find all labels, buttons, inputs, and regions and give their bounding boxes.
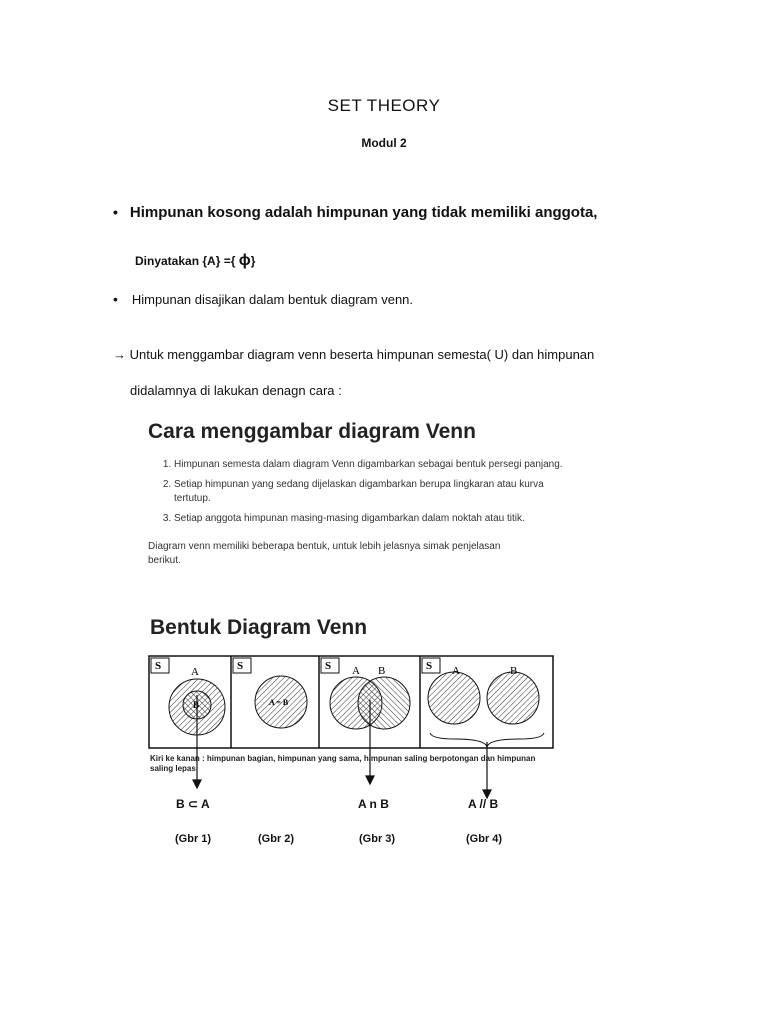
bullet-text: Himpunan disajikan dalam bentuk diagram venn. [131, 292, 414, 307]
page-title: SET THEORY [327, 96, 441, 115]
right-arrow-icon: → [113, 347, 126, 362]
svg-text:A: A [352, 665, 360, 677]
panel-paragraph: Diagram venn memiliki beberapa bentuk, untuk lebih jelasnya simak penjelasan berikut. [148, 541, 501, 566]
svg-text:S: S [426, 660, 433, 672]
phi-symbol: ϕ [238, 252, 251, 269]
figure-label-2: (Gbr 2) [258, 833, 295, 845]
svg-text:S: S [325, 660, 332, 672]
disjoint-label: A // B [468, 797, 499, 811]
figure-label-3: (Gbr 3) [359, 833, 396, 845]
notation-suffix: } [250, 254, 256, 268]
bullet-icon: • [113, 204, 118, 220]
arrow-item-continuation: didalamnya di lakukan denagn cara : [130, 383, 342, 398]
page-subtitle: Modul 2 [361, 136, 407, 150]
list-item: 1. Himpunan semesta dalam diagram Venn digambarkan sebagai bentuk persegi panjang. [174, 458, 568, 472]
venn-forms-heading: Bentuk Diagram Venn [150, 616, 368, 639]
notation-prefix: Dinyatakan {A} ={ [135, 254, 236, 268]
svg-text:B: B [378, 665, 386, 677]
svg-text:B: B [510, 665, 518, 677]
list-item: 2. Setiap himpunan yang sedang dijelaskan digambarkan berupa lingkaran atau kurva tertutup. [174, 478, 568, 506]
list-item: 3. Setiap anggota himpunan masing-masing digambarkan dalam noktah atau titik. [174, 512, 568, 526]
svg-text:A: A [452, 665, 460, 677]
figure-label-4: (Gbr 4) [466, 833, 503, 845]
figure-label-1: (Gbr 1) [175, 833, 212, 845]
venn-caption: Kiri ke kanan : himpunan bagian, himpunan yang sama, himpunan saling berpotongan dan himpunan saling lepas [150, 754, 536, 773]
subset-label: B ⊂ A [176, 797, 210, 811]
panel-heading: Cara menggambar diagram Venn [148, 420, 476, 443]
svg-text:A = B: A = B [269, 698, 289, 707]
arrow-item-text: Untuk menggambar diagram venn beserta himpunan semesta( U) dan himpunan [129, 347, 595, 362]
intersection-label: A n B [358, 797, 389, 811]
svg-text:S: S [237, 660, 244, 672]
svg-text:A: A [191, 666, 199, 678]
bullet-icon: • [113, 291, 118, 307]
bullet-text: Himpunan kosong adalah himpunan yang tidak memiliki anggota, [129, 204, 598, 221]
svg-text:B: B [193, 700, 200, 710]
universal-set-label: S [155, 660, 162, 672]
